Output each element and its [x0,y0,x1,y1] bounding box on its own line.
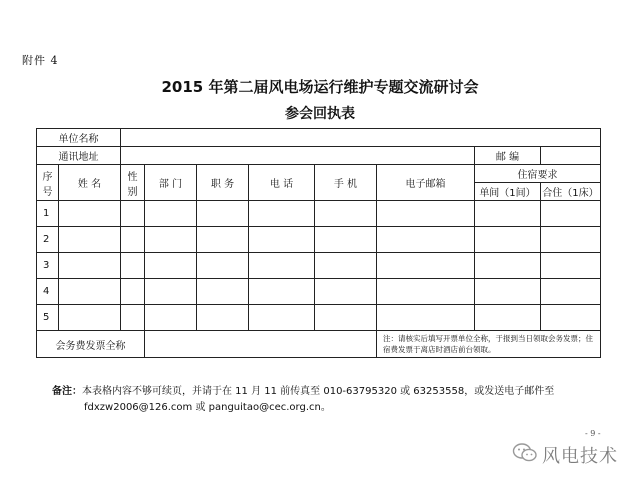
postcode-label: 邮 编 [475,147,541,165]
email-header: 电子邮箱 [377,165,475,201]
position-cell[interactable] [197,227,249,253]
single-room-header: 单间（1间） [475,183,541,201]
email-cell[interactable] [377,305,475,331]
single-room-cell[interactable] [475,227,541,253]
position-cell[interactable] [197,305,249,331]
phone-cell[interactable] [249,253,315,279]
position-cell[interactable] [197,253,249,279]
mobile-cell[interactable] [315,227,377,253]
seq-header-bottom: 号 [42,186,53,198]
footer-label: 备注： [52,386,82,397]
single-room-cell[interactable] [475,201,541,227]
header-row [37,165,601,183]
row-number: 4 [37,279,59,305]
gender-cell[interactable] [121,253,145,279]
unit-name-field[interactable] [121,129,601,147]
invoice-note: 注：请核实后填写开票单位全称，于报到当日领取会务发票；住宿费发票于离店时酒店前台领取。 [377,331,601,358]
department-cell[interactable] [145,305,197,331]
shared-room-cell[interactable] [541,227,601,253]
address-label: 通讯地址 [37,147,121,165]
shared-room-cell[interactable] [541,279,601,305]
invoice-row [37,331,601,358]
email-cell[interactable] [377,253,475,279]
row-number: 1 [37,201,59,227]
name-cell[interactable] [59,253,121,279]
postcode-field[interactable] [541,147,601,165]
invoice-field[interactable] [145,331,377,358]
wechat-icon [512,442,538,464]
phone-cell[interactable] [249,279,315,305]
table-row [37,305,601,331]
position-header: 职 务 [197,165,249,201]
name-cell[interactable] [59,227,121,253]
unit-name-row [37,129,601,147]
department-cell[interactable] [145,201,197,227]
gender-cell[interactable] [121,305,145,331]
name-header: 姓 名 [59,165,121,201]
phone-cell[interactable] [249,201,315,227]
table-row [37,227,601,253]
gender-header-top: 性 [127,171,138,183]
attachment-label: 附件 4 [22,54,59,67]
department-cell[interactable] [145,227,197,253]
email-cell[interactable] [377,227,475,253]
shared-room-cell[interactable] [541,305,601,331]
footer-remarks [52,384,554,416]
mobile-cell[interactable] [315,279,377,305]
gender-cell[interactable] [121,279,145,305]
row-number: 3 [37,253,59,279]
phone-header: 电 话 [249,165,315,201]
position-cell[interactable] [197,201,249,227]
shared-room-header: 合住（1床） [541,183,601,201]
department-header: 部 门 [145,165,197,201]
mobile-cell[interactable] [315,253,377,279]
footer-line-2: fdxzw2006@126.com 或 panguitao@cec.org.cn。 [84,402,331,413]
mobile-cell[interactable] [315,305,377,331]
lodging-header: 住宿要求 [475,165,601,183]
watermark [512,440,630,468]
phone-cell[interactable] [249,227,315,253]
shared-room-cell[interactable] [541,253,601,279]
gender-header [121,165,145,201]
document-subtitle: 参会回执表 [285,106,355,122]
row-number: 5 [37,305,59,331]
table-row [37,201,601,227]
address-field[interactable] [121,147,475,165]
name-cell[interactable] [59,279,121,305]
watermark-text: 风电技术 [542,446,618,467]
table-row [37,253,601,279]
address-row [37,147,601,165]
phone-cell[interactable] [249,305,315,331]
name-cell[interactable] [59,201,121,227]
document-title: 2015 年第二届风电场运行维护专题交流研讨会 [161,78,479,96]
email-cell[interactable] [377,279,475,305]
single-room-cell[interactable] [475,279,541,305]
gender-cell[interactable] [121,227,145,253]
email-cell[interactable] [377,201,475,227]
seq-header-top: 序 [42,171,53,183]
row-number: 2 [37,227,59,253]
footer-line-1: 本表格内容不够可续页，并请于在 11 月 11 前传真至 010-63795320 或 63253558，或发送电子邮件至 [82,386,555,397]
single-room-cell[interactable] [475,253,541,279]
single-room-cell[interactable] [475,305,541,331]
position-cell[interactable] [197,279,249,305]
invoice-label: 会务费发票全称 [37,331,145,358]
name-cell[interactable] [59,305,121,331]
page-number: - 9 - [585,429,601,438]
mobile-header: 手 机 [315,165,377,201]
registration-table [36,128,601,358]
mobile-cell[interactable] [315,201,377,227]
seq-header [37,165,59,201]
department-cell[interactable] [145,253,197,279]
shared-room-cell[interactable] [541,201,601,227]
table-row [37,279,601,305]
department-cell[interactable] [145,279,197,305]
gender-header-bottom: 别 [127,186,138,198]
gender-cell[interactable] [121,201,145,227]
unit-name-label: 单位名称 [37,129,121,147]
